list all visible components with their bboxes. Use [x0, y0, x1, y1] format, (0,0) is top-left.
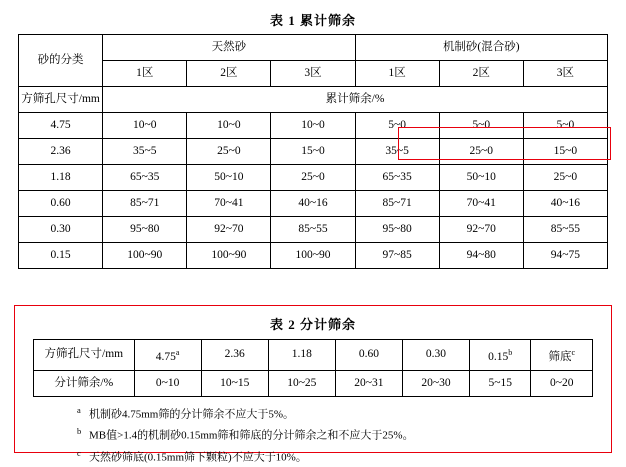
- header-sieve-size: 方筛孔尺寸/mm: [19, 87, 103, 113]
- table-row: [19, 87, 608, 113]
- row-size: 2.36: [19, 139, 103, 165]
- footnote-mark-c: c: [77, 448, 81, 459]
- cell: 10~25: [268, 370, 335, 396]
- footnote-marker-a: a: [175, 348, 180, 357]
- table-row: [34, 340, 593, 371]
- header-zone-natural-2: 2区: [187, 61, 271, 87]
- label-fractional-residue: 分计筛余/%: [34, 370, 135, 396]
- table-row: [19, 113, 608, 139]
- cell: 10~0: [103, 113, 187, 139]
- cell: 25~0: [523, 165, 607, 191]
- table-row: [19, 35, 608, 61]
- header-machine-made-sand: 机制砂(混合砂): [355, 35, 607, 61]
- table-row: [34, 370, 593, 396]
- header-zone-machine-1: 1区: [355, 61, 439, 87]
- cell: 95~80: [355, 217, 439, 243]
- table1-container: [18, 34, 608, 269]
- size-cell-475: 4.75$^a$: [134, 340, 201, 371]
- cell: 35~5: [103, 139, 187, 165]
- row-size: 0.15: [19, 243, 103, 269]
- cell: 25~0: [271, 165, 355, 191]
- cell: 25~0: [439, 139, 523, 165]
- size-cell-015: 0.15$^b$: [470, 340, 531, 371]
- cell: 94~75: [523, 243, 607, 269]
- cell: 35~5: [355, 139, 439, 165]
- size-cell-118: 1.18: [268, 340, 335, 371]
- cell: 95~80: [103, 217, 187, 243]
- row-size: 4.75: [19, 113, 103, 139]
- cell: 5~0: [355, 113, 439, 139]
- size-cell-030: 0.30: [402, 340, 469, 371]
- cell: 10~0: [187, 113, 271, 139]
- footnote-c: [33, 445, 593, 467]
- cell: 5~0: [523, 113, 607, 139]
- cell: 85~71: [103, 191, 187, 217]
- cell: 20~31: [335, 370, 402, 396]
- cell: 85~55: [271, 217, 355, 243]
- cell: 10~15: [201, 370, 268, 396]
- table2-footnotes: [33, 402, 593, 467]
- cell: 10~0: [271, 113, 355, 139]
- footnote-a: [33, 402, 593, 424]
- cell: 0~20: [531, 370, 593, 396]
- cell: 20~30: [402, 370, 469, 396]
- cell: 15~0: [523, 139, 607, 165]
- table2-title: 表 2 分计筛余: [269, 317, 356, 332]
- table-row: [19, 165, 608, 191]
- cell: 92~70: [439, 217, 523, 243]
- footnote-text-c: 天然砂筛底(0.15mm筛下颗粒)不应大于10%。: [89, 451, 307, 464]
- header-accumulated-residue: 累计筛余/%: [103, 87, 608, 113]
- size-cell-pan: 筛底$^c$: [531, 340, 593, 371]
- cell: 100~90: [187, 243, 271, 269]
- cell: 97~85: [355, 243, 439, 269]
- cell: 100~90: [103, 243, 187, 269]
- footnote-mark-a: a: [77, 404, 81, 415]
- cell: 40~16: [523, 191, 607, 217]
- cell: 70~41: [187, 191, 271, 217]
- footnote-text-a: 机制砂4.75mm筛的分计筛余不应大于5%。: [89, 408, 295, 421]
- cell: 70~41: [439, 191, 523, 217]
- size-cell-060: 0.60: [335, 340, 402, 371]
- cell: 92~70: [187, 217, 271, 243]
- table-row: [19, 217, 608, 243]
- label-sieve-size: 方筛孔尺寸/mm: [34, 340, 135, 371]
- footnote-b: [33, 423, 593, 445]
- fractional-sieve-residue-table: [33, 339, 593, 397]
- cell: 100~90: [271, 243, 355, 269]
- cell: 85~71: [355, 191, 439, 217]
- cell: 5~0: [439, 113, 523, 139]
- cell: 94~80: [439, 243, 523, 269]
- header-zone-natural-1: 1区: [103, 61, 187, 87]
- cell: 25~0: [187, 139, 271, 165]
- size-cell-236: 2.36: [201, 340, 268, 371]
- cell: 15~0: [271, 139, 355, 165]
- header-zone-machine-3: 3区: [523, 61, 607, 87]
- row-size: 1.18: [19, 165, 103, 191]
- footnote-marker-b: b: [508, 348, 513, 357]
- cell: 50~10: [187, 165, 271, 191]
- header-zone-machine-2: 2区: [439, 61, 523, 87]
- table-row: [19, 243, 608, 269]
- cell: 40~16: [271, 191, 355, 217]
- row-size: 0.60: [19, 191, 103, 217]
- table2-highlight-frame: [14, 305, 612, 464]
- footnote-mark-b: b: [77, 426, 82, 437]
- accumulated-sieve-residue-table: [18, 34, 608, 269]
- header-zone-natural-3: 3区: [271, 61, 355, 87]
- cell: 85~55: [523, 217, 607, 243]
- header-natural-sand: 天然砂: [103, 35, 355, 61]
- cell: 5~15: [470, 370, 531, 396]
- cell: 65~35: [355, 165, 439, 191]
- table-row: [19, 61, 608, 87]
- footnote-marker-c: c: [571, 348, 576, 357]
- cell: 50~10: [439, 165, 523, 191]
- table-row: [19, 139, 608, 165]
- table-row: [19, 191, 608, 217]
- table2-container: [33, 339, 593, 467]
- cell: 0~10: [134, 370, 201, 396]
- table1-title: 表 1 累计筛余: [269, 13, 356, 28]
- row-size: 0.30: [19, 217, 103, 243]
- header-sand-category: 砂的分类: [19, 35, 103, 87]
- cell: 65~35: [103, 165, 187, 191]
- footnote-text-b: MB值>1.4的机制砂0.15mm筛和筛底的分计筛余之和不应大于25%。: [89, 430, 414, 443]
